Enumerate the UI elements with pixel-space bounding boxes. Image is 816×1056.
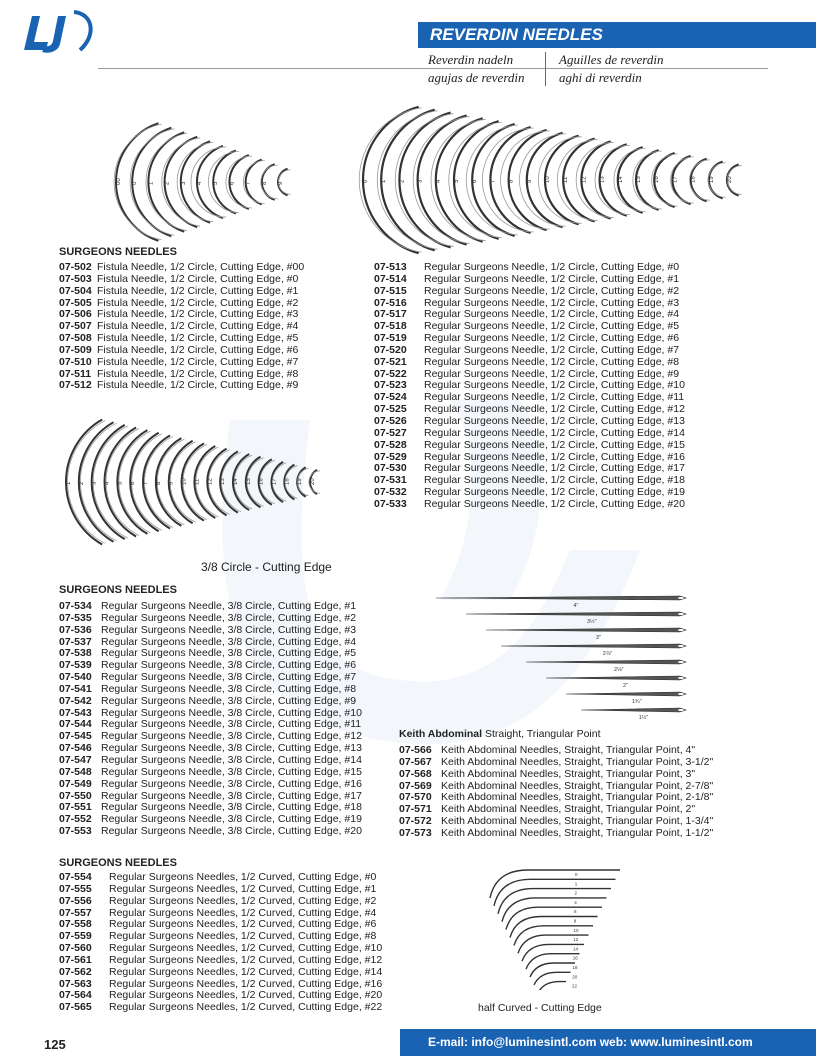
item-description: Regular Surgeons Needle, 1/2 Circle, Cutting Edge, #16 [424, 450, 685, 463]
needle-size-label: 15 [636, 176, 642, 183]
page-number: 125 [44, 1037, 66, 1052]
needle-size-label: 20 [310, 478, 316, 485]
item-code: 07-558 [59, 918, 92, 931]
needle-size-label: 14 [617, 176, 624, 183]
item-code: 07-565 [59, 1001, 92, 1014]
needle-size-label: 11 [194, 478, 201, 485]
item-code: 07-519 [374, 332, 407, 345]
company-logo [18, 8, 98, 60]
translation-french: Aguilles de reverdin [559, 52, 664, 67]
item-description: Regular Surgeons Needle, 3/8 Circle, Cutting Edge, #2 [101, 611, 357, 624]
item-description: Regular Surgeons Needles, 1/2 Curved, Cutting Edge, #8 [109, 930, 377, 943]
curved-needle [510, 917, 598, 938]
needle-highlight [80, 423, 116, 541]
item-description: Regular Surgeons Needle, 3/8 Circle, Cutting Edge, #10 [101, 706, 362, 719]
item-code: 07-502 [59, 261, 92, 273]
needle-length-label: 3" [596, 635, 602, 641]
item-code: 07-522 [374, 367, 407, 380]
item-code: 07-515 [374, 284, 407, 297]
item-code: 07-554 [59, 871, 92, 883]
item-description: Regular Surgeons Needles, 1/2 Curved, Cutting Edge, #22 [109, 1001, 383, 1014]
item-code: 07-564 [59, 989, 92, 1002]
item-code: 07-546 [59, 742, 92, 755]
needle-size-label: 16 [258, 478, 265, 485]
item-code: 07-534 [59, 600, 92, 612]
item-description: Keith Abdominal Needles, Straight, Triangular Point, 2-1/8" [441, 791, 714, 804]
needle-size-label: 9 [526, 179, 533, 183]
needle-size-label: 8 [261, 181, 268, 185]
item-description: Fistula Needle, 1/2 Circle, Cutting Edge, #3 [97, 308, 299, 321]
footer-contact: E-mail: info@luminesintl.com web: www.luminesintl.com [428, 1035, 753, 1049]
item-code: 07-521 [374, 355, 407, 368]
item-description: Regular Surgeons Needle, 3/8 Circle, Cutting Edge, #9 [101, 694, 357, 707]
item-code: 07-552 [59, 813, 92, 826]
needle-size-label: 0 [363, 179, 369, 183]
needle-length-label: 1¾" [632, 699, 642, 705]
needle-size-label: 11 [563, 176, 570, 183]
curved-needle [534, 972, 571, 985]
item-description: Regular Surgeons Needle, 3/8 Circle, Cutting Edge, #11 [101, 718, 362, 731]
item-code: 07-569 [399, 779, 432, 792]
translation-divider [545, 52, 546, 86]
item-code: 07-529 [374, 450, 407, 463]
item-code: 07-542 [59, 694, 92, 707]
three-eighths-circle-needles-illustration [60, 400, 345, 555]
item-description: Regular Surgeons Needle, 3/8 Circle, Cutting Edge, #12 [101, 730, 362, 743]
product-list-three-eighths-circle [59, 601, 362, 838]
needle-size-label: 8 [573, 918, 577, 924]
needle-eye [678, 677, 684, 679]
half-curved-needles-illustration [470, 860, 640, 990]
product-list-half-curved [59, 872, 382, 1014]
needle-eye [678, 597, 684, 599]
curved-needle [498, 889, 611, 914]
item-description: Regular Surgeons Needle, 3/8 Circle, Cutting Edge, #17 [101, 789, 362, 802]
item-description: Fistula Needle, 1/2 Circle, Cutting Edge, #2 [97, 296, 299, 309]
item-code: 07-563 [59, 977, 92, 990]
needle-size-label: 18 [284, 478, 291, 485]
keith-heading [399, 728, 601, 740]
item-description: Regular Surgeons Needle, 3/8 Circle, Cutting Edge, #15 [101, 765, 362, 778]
item-code: 07-562 [59, 965, 92, 978]
item-description: Regular Surgeons Needle, 3/8 Circle, Cutting Edge, #7 [101, 671, 357, 684]
item-code: 07-548 [59, 765, 92, 778]
logo-icon [18, 8, 98, 60]
section-heading: SURGEONS NEEDLES [59, 857, 177, 869]
straight-needle [526, 660, 686, 664]
needle-size-label: 13 [599, 176, 606, 183]
item-code: 07-506 [59, 308, 92, 321]
item-description: Regular Surgeons Needle, 3/8 Circle, Cutting Edge, #1 [101, 600, 357, 612]
item-description: Regular Surgeons Needle, 1/2 Circle, Cutting Edge, #20 [424, 497, 685, 510]
item-code: 07-532 [374, 486, 407, 499]
item-code: 07-540 [59, 671, 92, 684]
needle-size-label: 17 [672, 176, 679, 183]
list-item [59, 380, 304, 392]
title-bar [418, 22, 816, 48]
needle-size-label: 5 [213, 181, 220, 185]
item-description: Regular Surgeons Needle, 1/2 Circle, Cutting Edge, #12 [424, 403, 685, 416]
item-description: Keith Abdominal Needles, Straight, Triangular Point, 1-1/2" [441, 826, 714, 839]
needle-size-label: 20 [727, 176, 733, 183]
translation-italian: aghi di reverdin [559, 70, 642, 85]
item-code: 07-557 [59, 906, 92, 919]
item-description: Regular Surgeons Needle, 1/2 Circle, Cutting Edge, #6 [424, 332, 680, 345]
item-code: 07-514 [374, 272, 407, 285]
item-description: Regular Surgeons Needle, 1/2 Circle, Cutting Edge, #1 [424, 272, 680, 285]
needle-size-label: 3 [180, 181, 187, 185]
fistula-needles-illustration [110, 110, 310, 250]
item-code: 07-516 [374, 296, 407, 309]
item-description: Fistula Needle, 1/2 Circle, Cutting Edge, #7 [97, 355, 299, 368]
item-code: 07-550 [59, 789, 92, 802]
item-code: 07-510 [59, 355, 92, 368]
needle-size-label: 12 [581, 176, 588, 183]
needle-length-label: 4" [573, 603, 579, 609]
item-code: 07-508 [59, 332, 92, 345]
item-code: 07-511 [59, 367, 92, 380]
item-code: 07-513 [374, 261, 407, 273]
needle-size-label: 2 [164, 181, 171, 185]
item-code: 07-503 [59, 272, 92, 285]
needle-size-label: 7 [245, 181, 252, 185]
item-code: 07-509 [59, 343, 92, 356]
item-description: Regular Surgeons Needle, 3/8 Circle, Cutting Edge, #13 [101, 742, 362, 755]
needle-size-label: 8 [155, 481, 162, 485]
item-description: Regular Surgeons Needle, 3/8 Circle, Cutting Edge, #5 [101, 647, 357, 660]
item-code: 07-507 [59, 320, 92, 333]
item-description: Regular Surgeons Needle, 1/2 Circle, Cutting Edge, #18 [424, 474, 685, 487]
item-description: Fistula Needle, 1/2 Circle, Cutting Edge, #1 [97, 284, 299, 297]
needle-size-label: 19 [708, 176, 715, 183]
needle-eye [678, 645, 684, 647]
item-description: Regular Surgeons Needle, 3/8 Circle, Cutting Edge, #16 [101, 777, 362, 790]
needle-length-label: 2⅛" [614, 667, 624, 673]
translation-spanish: agujas de reverdin [428, 70, 525, 85]
needle-eye [678, 661, 684, 663]
needle-size-label: 14 [232, 478, 239, 485]
straight-needle [486, 628, 686, 632]
item-description: Keith Abdominal Needles, Straight, Triangular Point, 4" [441, 744, 696, 756]
curved-needle [530, 963, 575, 977]
item-description: Regular Surgeons Needle, 3/8 Circle, Cutting Edge, #8 [101, 682, 357, 695]
item-description: Fistula Needle, 1/2 Circle, Cutting Edge, #9 [97, 379, 299, 392]
needle-eye [678, 693, 684, 695]
needle-size-label: 4 [197, 181, 203, 185]
item-description: Regular Surgeons Needle, 1/2 Circle, Cutting Edge, #9 [424, 367, 680, 380]
item-code: 07-517 [374, 308, 407, 321]
straight-needle [436, 596, 686, 600]
needle-size-label: 8 [508, 179, 515, 183]
item-code: 07-533 [374, 497, 407, 510]
needle-size-label: 3 [91, 481, 98, 485]
needle-size-label: 10 [545, 176, 551, 183]
needle-eye [678, 709, 684, 711]
straight-needle [501, 644, 686, 648]
needle-arc [399, 113, 450, 248]
section-heading: SURGEONS NEEDLES [59, 246, 177, 258]
needle-size-label: 14 [573, 946, 579, 952]
item-code: 07-536 [59, 623, 92, 636]
needle-size-label: 1 [574, 881, 578, 887]
needle-size-label: 15 [245, 478, 252, 485]
needle-size-label: 1 [148, 181, 155, 185]
item-description: Regular Surgeons Needle, 3/8 Circle, Cutting Edge, #19 [101, 813, 362, 826]
curved-needle [502, 898, 607, 922]
item-description: Regular Surgeons Needles, 1/2 Curved, Cutting Edge, #10 [109, 942, 383, 955]
needle-length-label: 1½" [638, 715, 649, 720]
item-description: Regular Surgeons Needle, 1/2 Circle, Cutting Edge, #8 [424, 355, 680, 368]
needle-size-label: 2 [78, 481, 85, 485]
item-code: 07-525 [374, 403, 407, 416]
item-code: 07-568 [399, 767, 432, 780]
keith-heading-rest: Straight, Triangular Point [482, 728, 601, 740]
needle-size-label: 5 [454, 179, 460, 183]
needle-length-label: 2" [623, 683, 629, 689]
item-description: Regular Surgeons Needles, 1/2 Curved, Cutting Edge, #12 [109, 953, 383, 966]
item-code: 07-553 [59, 825, 92, 838]
item-description: Regular Surgeons Needle, 1/2 Circle, Cutting Edge, #4 [424, 308, 680, 321]
needle-size-label: 18 [690, 176, 697, 183]
item-code: 07-567 [399, 755, 432, 768]
item-code: 07-530 [374, 462, 407, 475]
item-code: 07-566 [399, 744, 432, 756]
list-item [59, 826, 362, 838]
figure-caption: 3/8 Circle - Cutting Edge [201, 560, 332, 574]
item-description: Regular Surgeons Needle, 1/2 Circle, Cutting Edge, #7 [424, 343, 680, 356]
item-description: Regular Surgeons Needle, 3/8 Circle, Cutting Edge, #4 [101, 635, 357, 648]
needle-size-label: 3 [417, 179, 424, 183]
needle-size-label: 13 [220, 478, 227, 485]
needle-size-label: 6 [229, 181, 236, 185]
straight-needle [466, 612, 686, 616]
item-description: Keith Abdominal Needles, Straight, Triangular Point, 2" [441, 803, 696, 816]
needle-size-label: 2 [574, 890, 578, 896]
item-code: 07-547 [59, 753, 92, 766]
item-code: 07-538 [59, 647, 92, 660]
needle-arc [363, 107, 419, 253]
item-description: Fistula Needle, 1/2 Circle, Cutting Edge, #0 [97, 272, 299, 285]
needle-length-label: 3½" [587, 619, 597, 625]
list-item [374, 499, 685, 511]
needle-size-label: 1 [381, 179, 388, 183]
item-code: 07-559 [59, 930, 92, 943]
item-description: Regular Surgeons Needle, 1/2 Circle, Cutting Edge, #2 [424, 284, 680, 297]
item-code: 07-537 [59, 635, 92, 648]
item-code: 07-556 [59, 894, 92, 907]
section-heading: SURGEONS NEEDLES [59, 584, 177, 596]
item-description: Fistula Needle, 1/2 Circle, Cutting Edge, #4 [97, 320, 299, 333]
needle-size-label: 00 [116, 178, 122, 185]
needle-size-label: 10 [573, 927, 579, 933]
item-description: Regular Surgeons Needles, 1/2 Curved, Cutting Edge, #2 [109, 894, 377, 907]
title-divider [98, 68, 768, 69]
item-description: Regular Surgeons Needles, 1/2 Curved, Cutting Edge, #1 [109, 882, 377, 895]
needle-size-label: 2 [399, 179, 406, 183]
item-description: Keith Abdominal Needles, Straight, Triangular Point, 1-3/4" [441, 815, 714, 828]
item-description: Keith Abdominal Needles, Straight, Triangular Point, 3-1/2" [441, 755, 714, 768]
item-code: 07-518 [374, 320, 407, 333]
straight-needle [566, 692, 686, 696]
item-code: 07-539 [59, 659, 92, 672]
item-code: 07-570 [399, 791, 432, 804]
item-code: 07-561 [59, 953, 92, 966]
needle-size-label: 0 [132, 181, 139, 185]
keith-heading-bold: Keith Abdominal [399, 728, 483, 740]
needle-size-label: 7 [490, 179, 497, 183]
item-code: 07-573 [399, 826, 432, 839]
item-code: 07-505 [59, 296, 92, 309]
needle-size-label: 17 [271, 478, 278, 485]
needle-size-label: 20 [572, 974, 578, 980]
item-description: Regular Surgeons Needle, 3/8 Circle, Cutting Edge, #6 [101, 659, 357, 672]
needle-size-label: 6 [574, 909, 577, 915]
keith-abdominal-needles-illustration [430, 590, 695, 720]
item-description: Regular Surgeons Needle, 1/2 Circle, Cutting Edge, #17 [424, 462, 685, 475]
item-description: Regular Surgeons Needle, 1/2 Circle, Cutting Edge, #13 [424, 414, 685, 427]
item-description: Regular Surgeons Needle, 1/2 Circle, Cutting Edge, #5 [424, 320, 680, 333]
needle-size-label: 6 [130, 481, 137, 485]
item-description: Regular Surgeons Needles, 1/2 Curved, Cutting Edge, #0 [109, 871, 377, 883]
needle-highlight [68, 421, 106, 544]
curved-needle [538, 982, 566, 990]
item-description: Regular Surgeons Needle, 3/8 Circle, Cutting Edge, #3 [101, 623, 357, 636]
needle-size-label: 19 [297, 478, 304, 485]
needle-eye [678, 613, 684, 615]
item-code: 07-520 [374, 343, 407, 356]
item-description: Regular Surgeons Needle, 1/2 Circle, Cutting Edge, #0 [424, 261, 680, 273]
item-code: 07-545 [59, 730, 92, 743]
needle-size-label: 6 [472, 179, 479, 183]
product-list-fistula [59, 262, 304, 392]
item-code: 07-571 [399, 803, 432, 816]
item-code: 07-572 [399, 815, 432, 828]
page-title: REVERDIN NEEDLES [430, 25, 603, 44]
straight-needle [546, 676, 686, 680]
needle-size-label: 12 [207, 478, 214, 485]
regular-half-circle-needles-illustration [355, 102, 765, 257]
needle-arc [381, 110, 434, 251]
item-description: Regular Surgeons Needles, 1/2 Curved, Cutting Edge, #20 [109, 989, 383, 1002]
needle-size-label: 4 [435, 179, 442, 183]
straight-needle [581, 708, 686, 712]
needle-size-label: 9 [168, 481, 175, 485]
item-code: 07-555 [59, 882, 92, 895]
item-code: 07-523 [374, 379, 407, 392]
needle-size-label: 9 [278, 181, 284, 185]
item-description: Regular Surgeons Needle, 1/2 Circle, Cutting Edge, #19 [424, 486, 685, 499]
item-description: Regular Surgeons Needle, 1/2 Circle, Cutting Edge, #3 [424, 296, 680, 309]
item-description: Regular Surgeons Needle, 1/2 Circle, Cutting Edge, #11 [424, 391, 685, 404]
item-code: 07-549 [59, 777, 92, 790]
item-description: Regular Surgeons Needles, 1/2 Curved, Cutting Edge, #14 [109, 965, 383, 978]
item-description: Keith Abdominal Needles, Straight, Triangular Point, 3" [441, 767, 696, 780]
needle-length-label: 2⅞" [602, 651, 613, 657]
needle-size-label: 0 [575, 872, 578, 877]
item-code: 07-528 [374, 438, 407, 451]
item-description: Regular Surgeons Needle, 1/2 Circle, Cutting Edge, #15 [424, 438, 685, 451]
curved-needle [526, 954, 580, 969]
needle-size-label: 4 [574, 899, 577, 905]
item-description: Regular Surgeons Needles, 1/2 Curved, Cutting Edge, #4 [109, 906, 377, 919]
item-code: 07-551 [59, 801, 92, 814]
product-list-keith [399, 745, 713, 840]
item-description: Fistula Needle, 1/2 Circle, Cutting Edge, #5 [97, 332, 299, 345]
item-description: Fistula Needle, 1/2 Circle, Cutting Edge, #6 [97, 343, 299, 356]
item-code: 07-535 [59, 611, 92, 624]
footer-bar [400, 1029, 816, 1056]
item-code: 07-524 [374, 391, 407, 404]
needle-size-label: 16 [572, 955, 578, 961]
item-description: Regular Surgeons Needles, 1/2 Curved, Cutting Edge, #6 [109, 918, 377, 931]
needle-size-label: 4 [104, 481, 111, 485]
item-description: Keith Abdominal Needles, Straight, Triangular Point, 2-7/8" [441, 779, 714, 792]
item-code: 07-526 [374, 414, 407, 427]
figure-caption: half Curved - Cutting Edge [478, 1002, 602, 1014]
item-description: Regular Surgeons Needle, 3/8 Circle, Cutting Edge, #14 [101, 753, 362, 766]
translation-german: Reverdin nadeln [428, 52, 514, 67]
list-item [399, 828, 713, 840]
item-description: Regular Surgeons Needle, 3/8 Circle, Cutting Edge, #18 [101, 801, 362, 814]
list-item [59, 1002, 382, 1014]
needle-size-label: 18 [572, 965, 578, 970]
product-list-regular-half-circle [374, 262, 685, 511]
item-code: 07-504 [59, 284, 92, 297]
needle-size-label: 1 [66, 481, 72, 485]
item-code: 07-527 [374, 426, 407, 439]
item-description: Regular Surgeons Needle, 1/2 Circle, Cutting Edge, #14 [424, 426, 685, 439]
item-code: 07-544 [59, 718, 92, 731]
needle-size-label: 5 [117, 481, 124, 485]
item-description: Regular Surgeons Needle, 3/8 Circle, Cutting Edge, #20 [101, 825, 362, 838]
needle-size-label: 10 [181, 478, 188, 485]
item-description: Regular Surgeons Needles, 1/2 Curved, Cutting Edge, #16 [109, 977, 383, 990]
needle-size-label: 16 [654, 176, 661, 183]
needle-size-label: 22 [572, 983, 578, 989]
item-code: 07-541 [59, 682, 92, 695]
item-code: 07-531 [374, 474, 407, 487]
item-code: 07-543 [59, 706, 92, 719]
needle-size-label: 7 [143, 481, 150, 485]
needle-eye [678, 629, 684, 631]
needle-size-label: 12 [573, 937, 579, 943]
item-description: Regular Surgeons Needle, 1/2 Circle, Cutting Edge, #10 [424, 379, 685, 392]
item-code: 07-560 [59, 942, 92, 955]
item-description: Fistula Needle, 1/2 Circle, Cutting Edge, #00 [97, 261, 305, 273]
item-code: 07-512 [59, 379, 92, 392]
item-description: Fistula Needle, 1/2 Circle, Cutting Edge, #8 [97, 367, 299, 380]
